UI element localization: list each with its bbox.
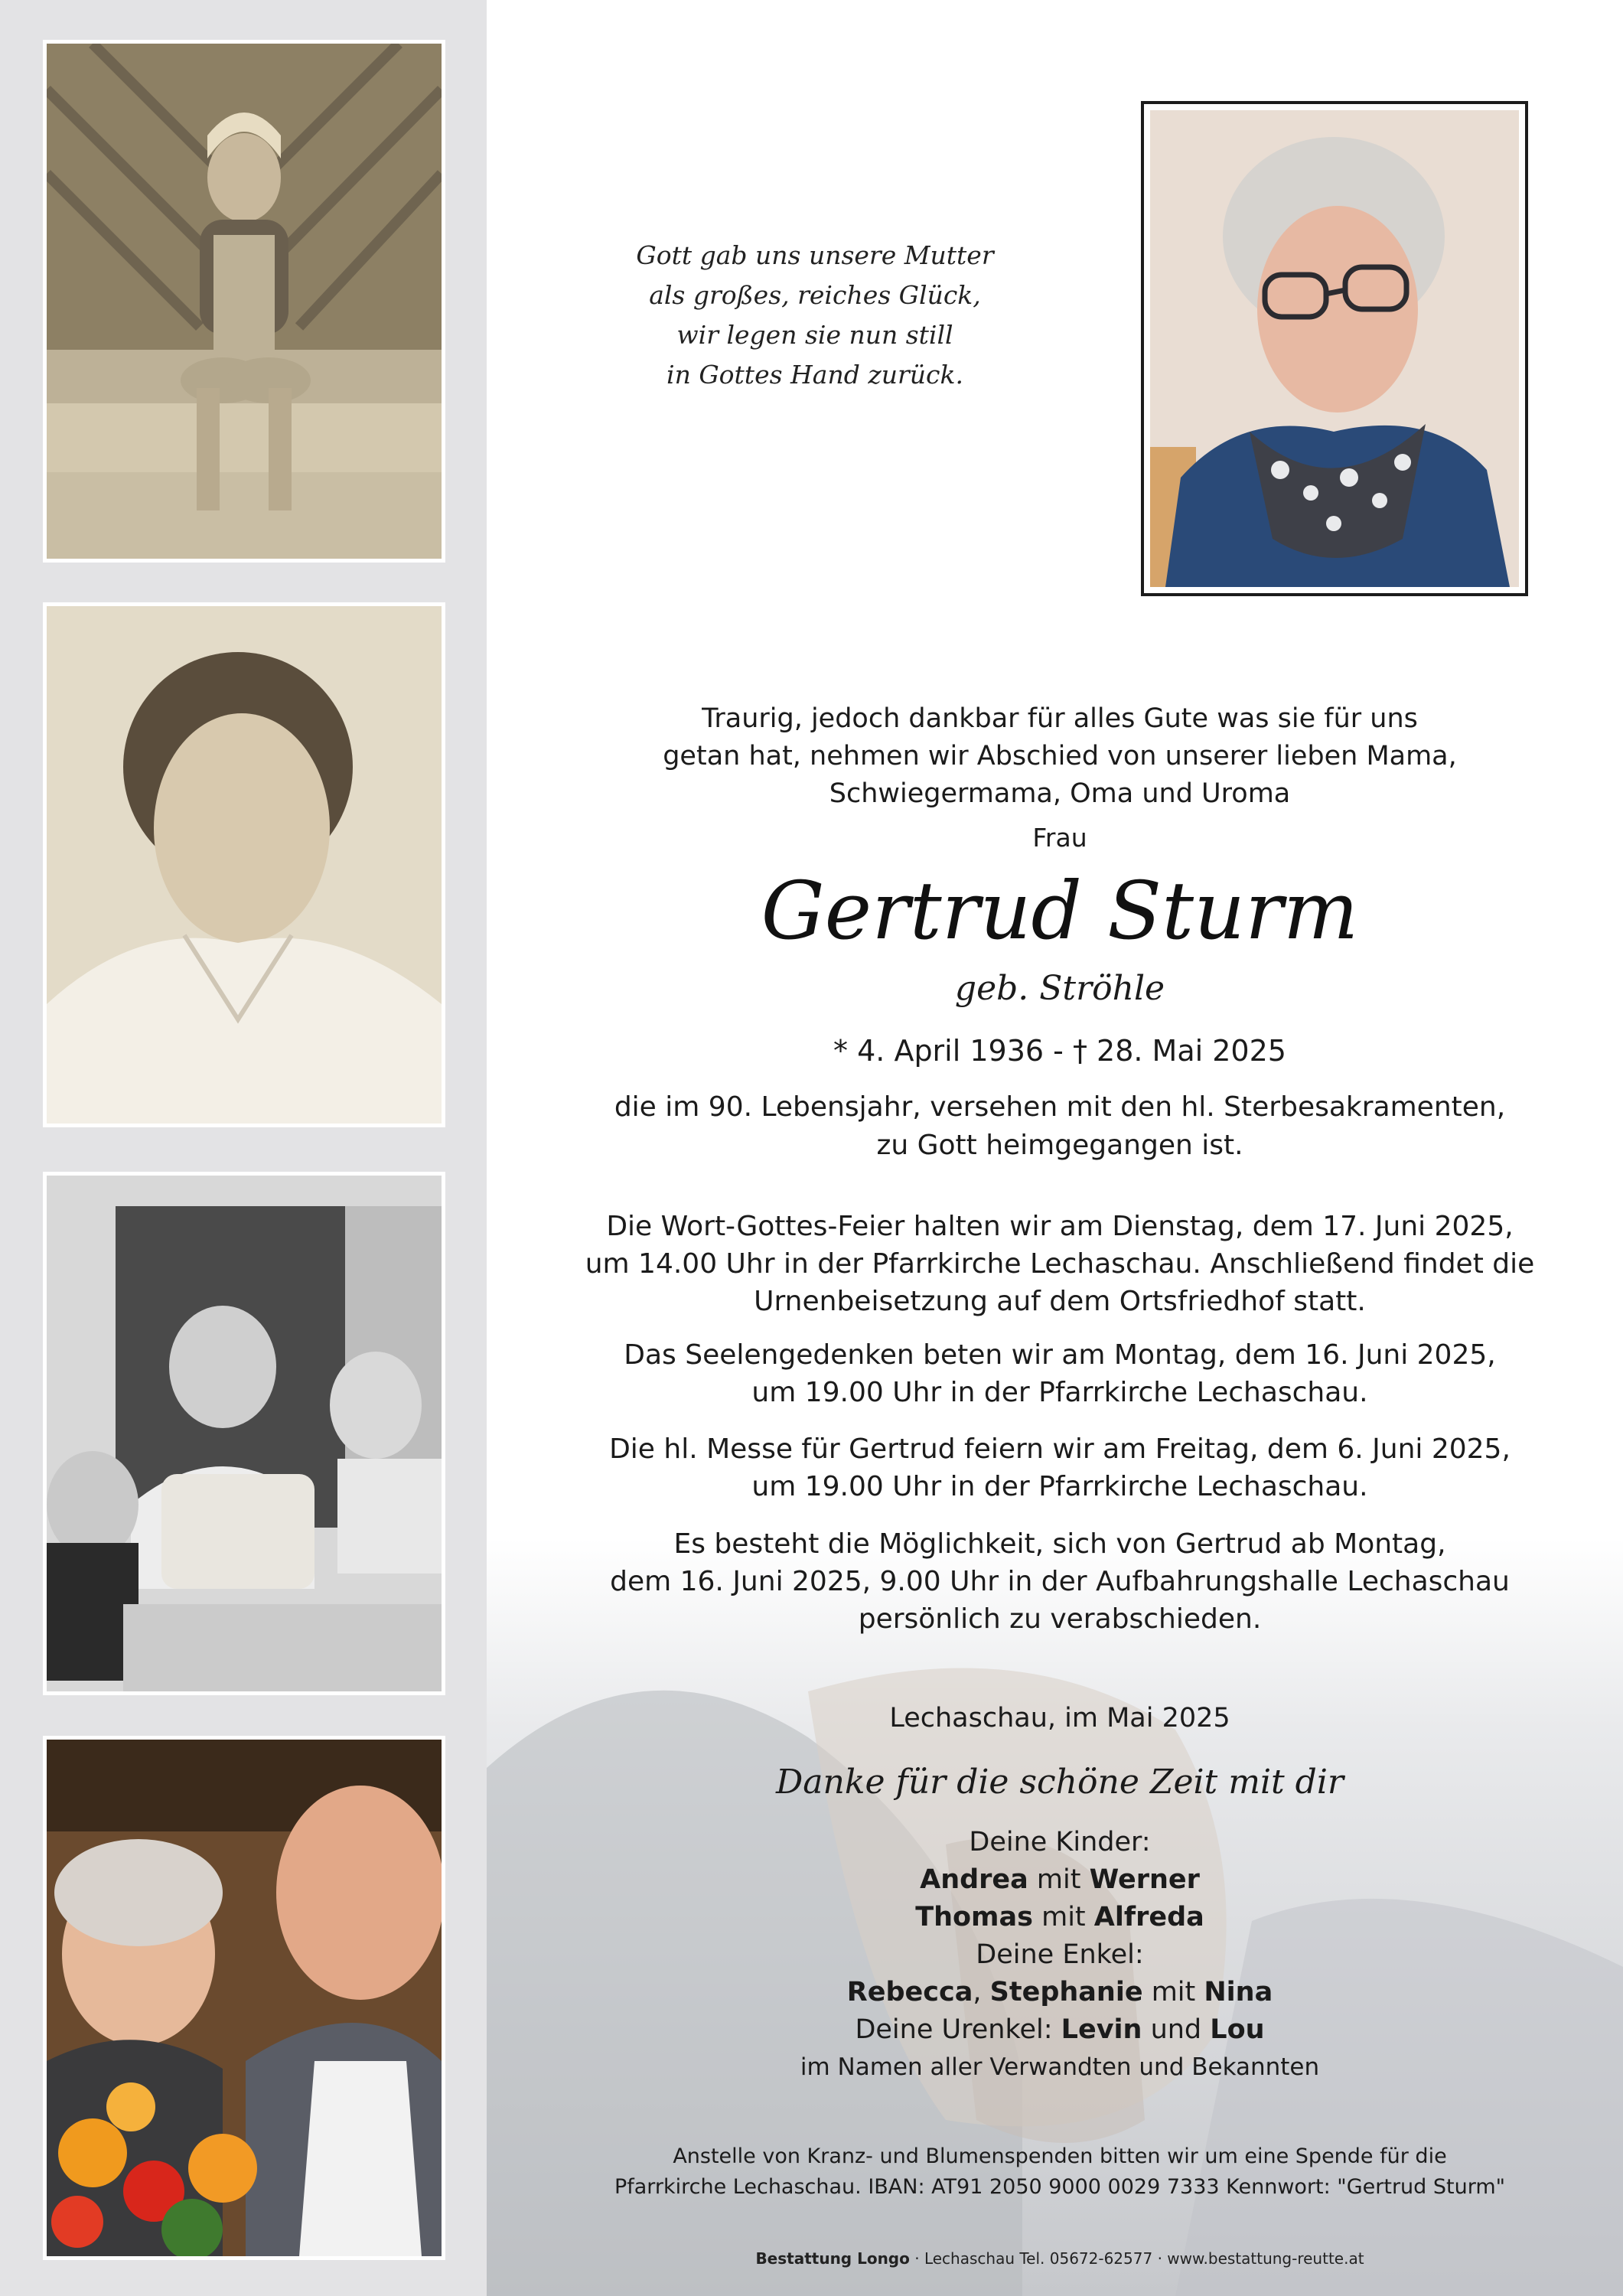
partner-name: Alfreda — [1093, 1902, 1204, 1932]
place-date — [536, 1700, 1584, 1737]
ceremony-word-of-god — [536, 1208, 1584, 1320]
ceremony-line: Das Seelengedenken beten wir am Montag, dem 16. Juni 2025, — [624, 1339, 1496, 1371]
viewing-info — [536, 1525, 1584, 1638]
child-row — [536, 1899, 1584, 1936]
children-label: Deine Kinder: — [969, 1827, 1151, 1857]
intro-line: Schwiegermama, Oma und Uroma — [829, 778, 1291, 809]
photo-young-woman — [43, 602, 445, 1127]
age-line: die im 90. Lebensjahr, versehen mit den hl. Sterbesakramenten, — [614, 1091, 1506, 1123]
partner-name: Werner — [1089, 1864, 1200, 1895]
footer-details: · Lechaschau Tel. 05672-62577 · www.bestattung-reutte.at — [909, 2249, 1364, 2268]
footer-company: Bestattung Longo — [755, 2249, 910, 2268]
thanks-line: Danke für die schöne Zeit mit dir — [776, 1763, 1344, 1802]
ceremony-line: Urnenbeisetzung auf dem Ortsfriedhof statt. — [754, 1286, 1366, 1317]
footer — [536, 2248, 1584, 2269]
donation-line: Anstelle von Kranz- und Blumenspenden bitten wir um eine Spende für die — [673, 2144, 1447, 2168]
joiner: mit — [1028, 1864, 1090, 1895]
ceremony-mass — [536, 1430, 1584, 1505]
donation-note — [536, 2141, 1584, 2203]
ceremony-line: um 14.00 Uhr in der Pfarrkirche Lechaschau. Anschließend findet die — [585, 1248, 1535, 1280]
photo-strip — [0, 0, 487, 2296]
deceased-name: Gertrud Sturm — [761, 864, 1359, 957]
grandchild-name: Stephanie — [989, 1977, 1143, 2007]
child-row — [536, 1861, 1584, 1899]
separator: , — [973, 1977, 990, 2007]
ceremony-line: persönlich zu verabschieden. — [858, 1603, 1262, 1635]
verse-line: als großes, reiches Glück, — [649, 280, 981, 310]
memorial-verse — [582, 236, 1048, 395]
great-grandchild-name: Lou — [1210, 2014, 1265, 2045]
place: Lechaschau — [889, 1703, 1048, 1733]
ceremony-line: Die hl. Messe für Gertrud feiern wir am Freitag, dem 6. Juni 2025, — [609, 1433, 1511, 1465]
ceremony-line: dem 16. Juni 2025, 9.00 Uhr in der Aufbahrungshalle Lechaschau — [610, 1566, 1510, 1597]
ceremony-prayer — [536, 1336, 1584, 1411]
verse-line: wir legen sie nun still — [676, 320, 953, 350]
donation-line: Pfarrkirche Lechaschau. IBAN: AT91 2050 9000 0029 7333 Kennwort: "Gertrud Sturm" — [614, 2175, 1506, 2199]
age-statement — [536, 1088, 1584, 1165]
age-line: zu Gott heimgegangen ist. — [876, 1130, 1243, 1161]
verse-line: in Gottes Hand zurück. — [666, 360, 963, 390]
partner-name: Nina — [1204, 1977, 1273, 2007]
grandchildren-label: Deine Enkel: — [976, 1939, 1144, 1970]
photo-family-sewing — [43, 1172, 445, 1695]
photo-child-on-steps — [43, 40, 445, 563]
ceremony-line: Die Wort-Gottes-Feier halten wir am Dienstag, dem 17. Juni 2025, — [606, 1211, 1514, 1242]
life-dates: * 4. April 1936 - † 28. Mai 2025 — [833, 1034, 1286, 1068]
joiner: mit — [1142, 1977, 1204, 2007]
photo-elderly-couple — [43, 1736, 445, 2260]
intro-line: getan hat, nehmen wir Abschied von unserer lieben Mama, — [663, 741, 1457, 771]
grandchildren-row — [536, 1974, 1584, 2011]
great-label: Deine Urenkel: — [855, 2014, 1061, 2045]
family-list — [536, 1824, 1584, 2086]
great-grandchild-name: Levin — [1061, 2014, 1142, 2045]
joiner: und — [1142, 2014, 1211, 2045]
ceremony-line: um 19.00 Uhr in der Pfarrkirche Lechaschau. — [751, 1377, 1368, 1408]
ceremony-line: Es besteht die Möglichkeit, sich von Gertrud ab Montag, — [673, 1528, 1446, 1560]
great-grandchildren-row — [536, 2011, 1584, 2049]
closing-line: im Namen aller Verwandten und Bekannten — [800, 2053, 1320, 2081]
child-name: Andrea — [920, 1864, 1028, 1895]
date: , im Mai 2025 — [1047, 1703, 1230, 1733]
intro-text — [536, 700, 1584, 813]
intro-line: Traurig, jedoch dankbar für alles Gute was sie für uns — [702, 703, 1418, 734]
maiden-name: geb. Ströhle — [954, 969, 1165, 1008]
verse-line: Gott gab uns unsere Mutter — [636, 240, 994, 270]
joiner: mit — [1032, 1902, 1094, 1932]
child-name: Thomas — [915, 1902, 1033, 1932]
salutation: Frau — [1032, 823, 1087, 853]
portrait-photo — [1141, 101, 1528, 596]
ceremony-line: um 19.00 Uhr in der Pfarrkirche Lechaschau. — [751, 1471, 1368, 1502]
grandchild-name: Rebecca — [846, 1977, 973, 2007]
